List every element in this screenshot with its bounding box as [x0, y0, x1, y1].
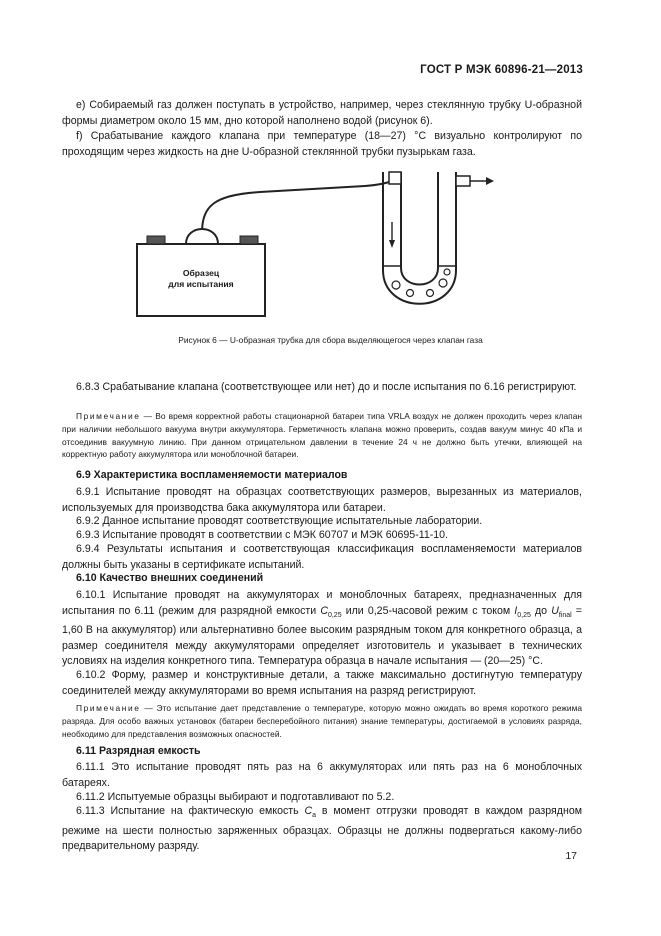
- note-label: Примечание: [76, 703, 141, 713]
- symbol-c: C: [304, 805, 313, 817]
- symbol-c: C: [320, 604, 328, 617]
- note-2: [62, 702, 582, 740]
- symbol-i: I: [514, 604, 518, 617]
- section-6-9-title: 6.9 Характеристика воспламеняемости материалов: [76, 469, 348, 481]
- text-run: в момент отгрузки проводят в каждом разрядном режиме на шести полностью заряженных образцах. Образцы не должны подвергаться какому-либо предварительному разряду.: [62, 805, 582, 853]
- paragraph-6-11-2: 6.11.2 Испытуемые образцы выбирают и подготавливают по 5.2.: [76, 791, 395, 803]
- paragraph-6-9-3: 6.9.3 Испытание проводят в соответствии с МЭК 60707 и МЭК 60695-11-10.: [76, 529, 448, 541]
- terminal-right: [240, 236, 258, 244]
- paragraph-6-10-1: [62, 588, 582, 670]
- note-text: — Во время корректной работы стационарной батареи типа VRLA воздух не должен проходить через клапан при наличии небольшого вакуума внутри аккумулятора. Герметичность клапана можно проверить, создав вакуум минус 40 кПа и отсоединив вакуумную линию. При данном отрицательном давлении в течение 24 ч не должно быть утечки, влияющей на корректную работу аккумулятора или моноблочной батареи.: [62, 411, 582, 460]
- paragraph-f: f) Срабатывание каждого клапана при температуре (18—27) °С визуально контролируют по проходящим через жидкость на дне U-образной стеклянной трубки пузырькам газа.: [62, 130, 582, 158]
- text-run: = 1,60 В на аккумулятор) или альтернативно более высоким разрядным током для конкретного образца, а размер соединителя между аккумуляторами определяет изготовитель и указывает в технических условиях на изделия конкретного типа. Температура образца в начале испытания — (20—25) °С.: [62, 604, 582, 668]
- sample-box-label: [137, 268, 265, 290]
- paragraph-6-11-3: [62, 804, 582, 855]
- terminal-left: [147, 236, 165, 244]
- paragraph-e: e) Собираемый газ должен поступать в устройство, например, через стеклянную трубку U-образной формы диаметром около 15 мм, дно которой наполнено водой (рисунок 6).: [62, 99, 582, 127]
- paragraph-6-9-2: 6.9.2 Данное испытание проводят соответствующие испытательные лаборатории.: [76, 515, 483, 527]
- paragraph-6-9-4: 6.9.4 Результаты испытания и соответствующая классификация воспламеняемости материалов должны быть указаны в сертификате испытаний.: [62, 543, 582, 571]
- section-6-10-title: 6.10 Качество внешних соединений: [76, 572, 264, 584]
- text-run: или 0,25-часовой режим с током: [341, 604, 515, 617]
- symbol-u: U: [551, 604, 559, 617]
- paragraph-6-10-2: 6.10.2 Форму, размер и конструктивные детали, а также максимально достигнутую температуру соединителей между аккумуляторами во время испытания на разряд регистрируют.: [62, 669, 582, 697]
- outlet-arrow: [486, 177, 494, 185]
- valve-dome: [186, 229, 218, 244]
- outlet-tube: [456, 176, 470, 186]
- connecting-hose: [202, 182, 389, 233]
- figure-6-diagram: [0, 0, 661, 330]
- document-header: ГОСТ Р МЭК 60896-21—2013: [420, 64, 583, 76]
- flow-arrow: [389, 240, 395, 248]
- sample-label-line2: для испытания: [168, 279, 234, 289]
- page-number: 17: [565, 850, 577, 862]
- sample-label-line1: Образец: [182, 268, 220, 278]
- note-text: — Это испытание дает представление о температуре, которую можно ожидать во время короткого режима разряда. Для особо важных установок (батареи бесперебойного питания) знание температуры, достигаемой в условиях разряда, необходимо для представления возможных опасностей.: [62, 703, 582, 739]
- text-run: 6.11.3 Испытание на фактическую емкость: [76, 805, 305, 817]
- subscript: 0,25: [517, 611, 531, 619]
- subscript: final: [558, 611, 572, 619]
- paragraph-6-9-1: 6.9.1 Испытание проводят на образцах соответствующих размеров, вырезанных из материалов, используемых для производства бака аккумулятора или батареи.: [62, 486, 582, 514]
- figure-caption: Рисунок 6 — U-образная трубка для сбора выделяющегося через клапан газа: [178, 335, 483, 345]
- text-run: 6.10.1 Испытание проводят на аккумуляторах и моноблочных батареях, предназначенных для испытания по 6.11 (режим для разрядной емкости: [62, 589, 582, 617]
- paragraph-6-8-3: 6.8.3 Срабатывание клапана (соответствующее или нет) до и после испытания по 6.16 регистрируют.: [76, 381, 577, 393]
- text-run: до: [530, 604, 552, 617]
- u-tube-inner: [401, 172, 438, 285]
- paragraph-6-11-1: 6.11.1 Это испытание проводят пять раз на 6 аккумуляторах или пять раз на 6 моноблочных батареях.: [62, 761, 582, 789]
- section-6-11-title: 6.11 Разрядная емкость: [76, 745, 201, 757]
- subscript: 0,25: [327, 611, 342, 619]
- note-1: [62, 410, 582, 461]
- subscript: a: [312, 812, 317, 820]
- note-label: Примечание: [76, 411, 141, 421]
- inlet-cap: [389, 172, 401, 184]
